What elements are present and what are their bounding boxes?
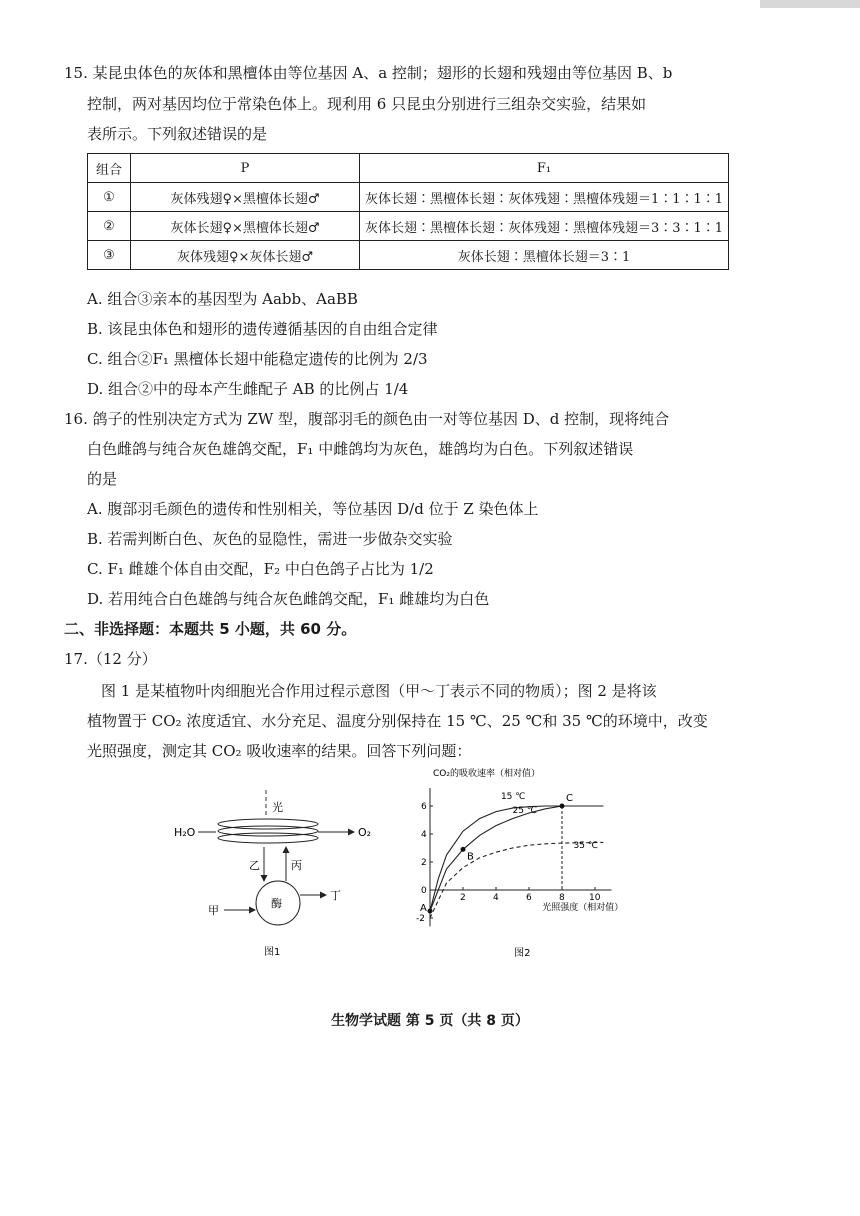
point-label: B — [467, 851, 474, 863]
table-cell: 灰体长翅∶黑檀体长翅∶灰体残翅∶黑檀体残翅＝1∶1∶1∶1 — [360, 183, 729, 212]
q16-stem-line1: 16. 鸽子的性别决定方式为 ZW 型，腹部羽毛的颜色由一对等位基因 D、d 控制，现将纯合 — [64, 410, 670, 428]
table-cell: 灰体残翅♀×黑檀体长翅♂ — [131, 183, 360, 212]
table-cell: ③ — [88, 241, 131, 270]
q16-option-a: A. 腹部羽毛颜色的遗传和性别相关，等位基因 D/d 位于 Z 染色体上 — [87, 500, 539, 518]
h2o-label: H₂O — [174, 826, 196, 839]
q15-option-b: B. 该昆虫体色和翅形的遗传遵循基因的自由组合定律 — [87, 320, 438, 338]
q16-stem-line3: 的是 — [87, 470, 118, 488]
y-tick-label: 0 — [421, 886, 427, 896]
q15-option-c: C. 组合②F₁ 黑檀体长翅中能稳定遗传的比例为 2/3 — [87, 350, 428, 368]
series-label: 15 ℃ — [500, 792, 526, 802]
table-cell: ② — [88, 212, 131, 241]
y-tick-label: 4 — [421, 830, 427, 840]
data-point — [461, 847, 466, 852]
series-label: 25 ℃ — [512, 806, 537, 816]
table-row — [88, 212, 729, 241]
table-header-cell: 组合 — [88, 154, 131, 183]
series-line — [430, 806, 603, 911]
q17-stem-line1: 图 1 是某植物叶肉细胞光合作用过程示意图（甲～丁表示不同的物质）；图 2 是将该 — [101, 682, 657, 700]
page-footer: 生物学试题 第 5 页（共 8 页） — [331, 1013, 529, 1029]
y-tick-label: -2 — [416, 914, 425, 924]
table-cell: 灰体残翅♀×灰体长翅♂ — [131, 241, 360, 270]
yi-label: 乙 — [249, 859, 260, 872]
data-point — [560, 804, 565, 809]
table-cell: ① — [88, 183, 131, 212]
q16-stem-line2: 白色雌鸽与纯合灰色雄鸽交配，F₁ 中雌鸽均为灰色，雄鸽均为白色。下列叙述错误 — [87, 440, 634, 458]
x-tick-label: 2 — [460, 893, 466, 903]
table-header-row — [88, 154, 729, 183]
x-axis-label: 光照强度（相对值） — [542, 903, 624, 913]
table-header-cell: P — [131, 154, 360, 183]
light-label: 光 — [272, 801, 283, 814]
table-cell: 灰体长翅∶黑檀体长翅∶灰体残翅∶黑檀体残翅＝3∶3∶1∶1 — [360, 212, 729, 241]
q17-stem-line3: 光照强度，测定其 CO₂ 吸收速率的结果。回答下列问题： — [87, 742, 472, 760]
thylakoid-disc — [218, 833, 318, 843]
x-tick-label: 6 — [526, 893, 532, 903]
table-row — [88, 241, 729, 270]
ding-label: 丁 — [330, 889, 341, 902]
scan-edge-mark — [760, 0, 860, 8]
q15-stem-line3: 表所示。下列叙述错误的是 — [87, 125, 268, 143]
x-tick-label: 8 — [559, 893, 565, 903]
x-tick-label: 4 — [493, 893, 499, 903]
bing-label: 丙 — [291, 859, 302, 872]
enzyme-label: 酶 — [271, 897, 282, 910]
point-label: C — [566, 793, 573, 804]
figure-1-diagram — [160, 785, 400, 960]
q15-stem-line1: 15. 某昆虫体色的灰体和黑檀体由等位基因 A、a 控制；翅形的长翅和残翅由等位基因 B、b — [64, 64, 673, 82]
figure-2-chart — [410, 762, 730, 962]
point-label: A — [420, 903, 427, 914]
y-tick-label: 6 — [421, 802, 427, 812]
q17-heading: 17.（12 分） — [64, 650, 157, 668]
y-tick-label: 2 — [421, 858, 427, 868]
cross-results-table — [87, 153, 729, 270]
figure-2-caption: 图2 — [514, 948, 531, 959]
table-cell: 灰体长翅♀×黑檀体长翅♂ — [131, 212, 360, 241]
table-cell: 灰体长翅∶黑檀体长翅＝3∶1 — [360, 241, 729, 270]
table-header-cell: F₁ — [360, 154, 729, 183]
data-point — [428, 909, 433, 914]
jia-label: 甲 — [208, 904, 219, 917]
y-axis-label: CO₂的吸收速率（相对值） — [433, 769, 540, 779]
series-label: 35 ℃ — [573, 841, 598, 851]
figure-1-caption: 图1 — [264, 947, 281, 958]
o2-label: O₂ — [358, 826, 372, 839]
q16-option-b: B. 若需判断白色、灰色的显隐性，需进一步做杂交实验 — [87, 530, 453, 548]
q16-option-c: C. F₁ 雌雄个体自由交配，F₂ 中白色鸽子占比为 1/2 — [87, 560, 434, 578]
q16-option-d: D. 若用纯合白色雄鸽与纯合灰色雌鸽交配，F₁ 雌雄均为白色 — [87, 590, 490, 608]
q15-option-d: D. 组合②中的母本产生雌配子 AB 的比例占 1/4 — [87, 380, 409, 398]
table-row — [88, 183, 729, 212]
section-heading: 二、非选择题：本题共 5 小题，共 60 分。 — [64, 620, 357, 638]
q15-option-a: A. 组合③亲本的基因型为 Aabb、AaBB — [87, 290, 358, 308]
q15-stem-line2: 控制，两对基因均位于常染色体上。现利用 6 只昆虫分别进行三组杂交实验，结果如 — [87, 95, 647, 113]
q17-stem-line2: 植物置于 CO₂ 浓度适宜、水分充足、温度分别保持在 15 ℃、25 ℃和 35 ℃的环境中，改变 — [87, 712, 708, 730]
x-tick-label: 10 — [589, 893, 601, 903]
